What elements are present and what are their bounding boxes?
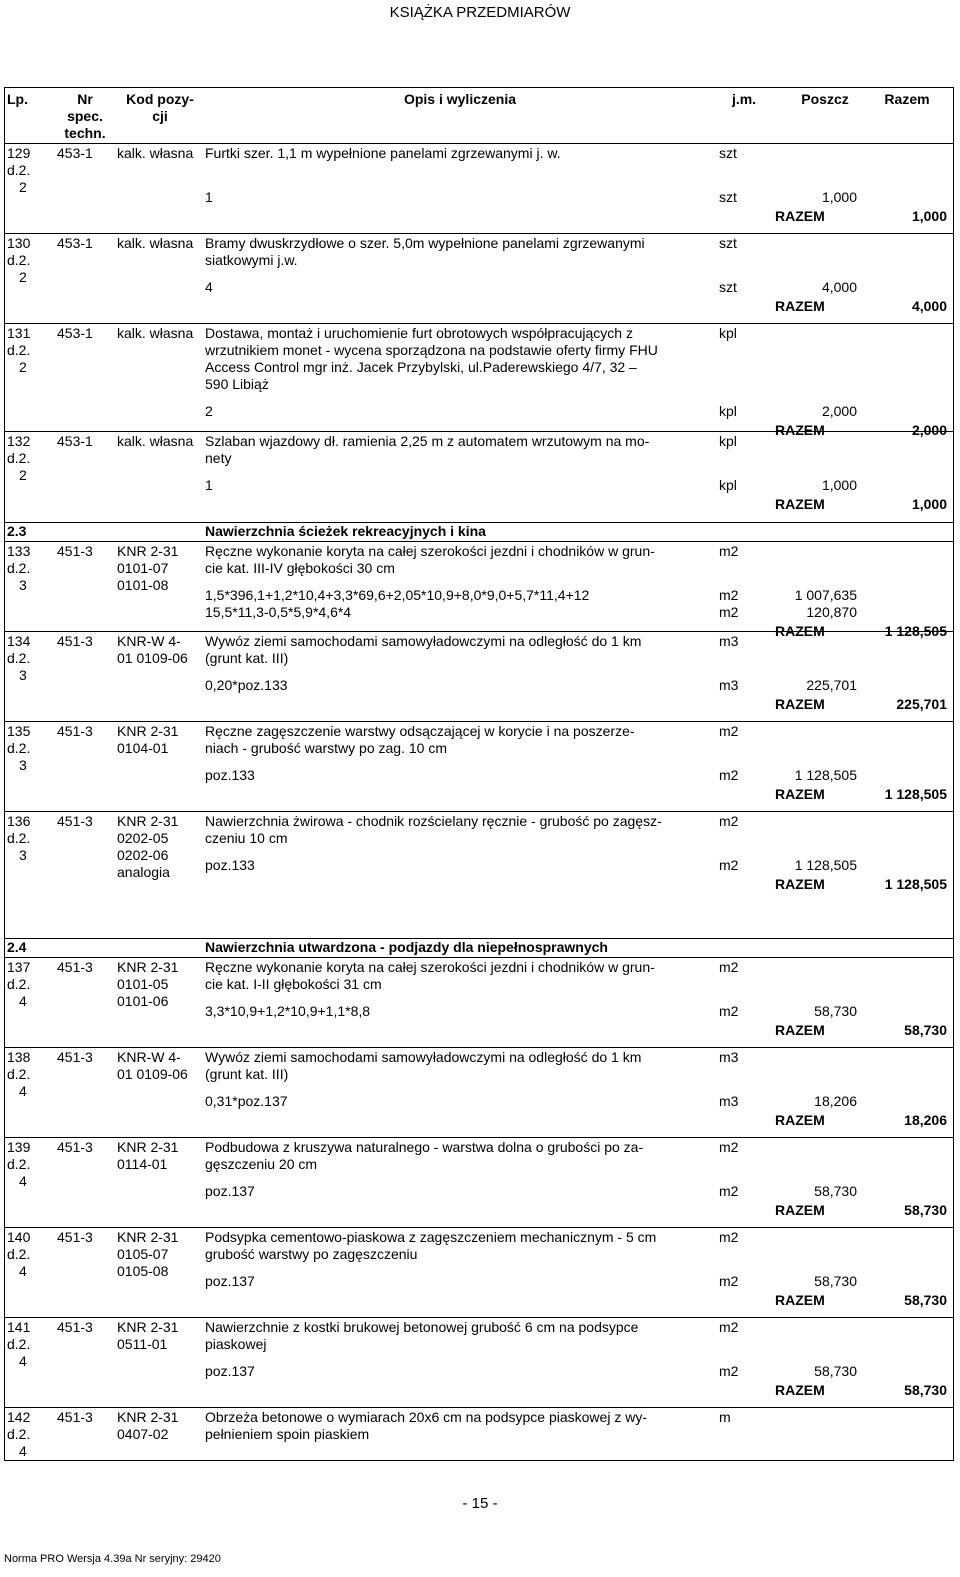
calc-value: 58,730	[814, 1363, 857, 1379]
row-separator	[5, 541, 953, 542]
col-nr-line3: techn.	[64, 125, 106, 141]
calc-unit: m2	[719, 1273, 739, 1289]
calc-unit: szt	[719, 189, 737, 205]
calc-unit: m2	[719, 1363, 739, 1379]
calc-expression: 1	[205, 477, 213, 493]
item-spec: 451-3	[57, 813, 93, 829]
item-nr-suffix: 3	[19, 847, 27, 863]
item-kod: analogia	[117, 864, 170, 880]
item-lp: 142	[7, 1409, 31, 1425]
page-header: KSIĄŻKA PRZEDMIARÓW	[389, 4, 571, 21]
row-separator	[5, 431, 953, 432]
section-number: 2.3	[7, 523, 27, 539]
item-unit: m2	[719, 723, 739, 739]
col-nr-line1: Nr	[77, 91, 93, 107]
calc-unit: m2	[719, 604, 739, 620]
calc-unit: m2	[719, 1183, 739, 1199]
item-unit: m2	[719, 543, 739, 559]
item-kod: kalk. własna	[117, 145, 194, 161]
col-razem: Razem	[884, 91, 930, 107]
item-nr-suffix: 2	[19, 467, 27, 483]
col-kod	[115, 88, 205, 125]
calc-expression: poz.137	[205, 1183, 255, 1199]
calc-expression: poz.137	[205, 1363, 255, 1379]
razem-label: RAZEM	[775, 696, 825, 712]
item-spec: 453-1	[57, 325, 93, 341]
item-spec: 451-3	[57, 543, 93, 559]
calc-unit: szt	[719, 279, 737, 295]
item-spec: 451-3	[57, 1139, 93, 1155]
razem-value: 58,730	[904, 1382, 947, 1398]
calc-value: 120,870	[806, 604, 857, 620]
item-kod: KNR 2-31	[117, 959, 179, 975]
item-nr-suffix: 4	[19, 1353, 27, 1369]
item-kod: KNR 2-31	[117, 1229, 179, 1245]
item-spec: 451-3	[57, 1229, 93, 1245]
razem-value: 1 128,505	[884, 623, 947, 639]
item-kod: KNR 2-31	[117, 1319, 179, 1335]
razem-value: 1 128,505	[884, 876, 947, 892]
calc-value: 58,730	[814, 1003, 857, 1019]
item-spec: 451-3	[57, 959, 93, 975]
item-description: Ręczne wykonanie koryta na całej szerokości jezdni i chodników w grun-	[205, 543, 655, 559]
item-lp: 135	[7, 723, 31, 739]
calc-expression: 2	[205, 403, 213, 419]
razem-label: RAZEM	[775, 1202, 825, 1218]
row-separator	[5, 957, 953, 958]
item-kod: KNR 2-31	[117, 813, 179, 829]
item-unit: m2	[719, 813, 739, 829]
calc-value: 1,000	[821, 189, 857, 205]
calc-expression: poz.133	[205, 857, 255, 873]
item-unit: m3	[719, 633, 739, 649]
item-unit: m	[719, 1409, 731, 1425]
row-separator	[5, 233, 953, 234]
item-unit: szt	[719, 145, 737, 161]
item-spec: 453-1	[57, 235, 93, 251]
item-lp: 139	[7, 1139, 31, 1155]
item-nr: d.2.	[7, 450, 31, 466]
item-kod: kalk. własna	[117, 235, 194, 251]
col-kod-line1: Kod pozy-	[126, 91, 194, 107]
item-spec: 451-3	[57, 1319, 93, 1335]
item-kod: 0105-07	[117, 1246, 169, 1262]
item-description: Wywóz ziemi samochodami samowyładowczymi na odległość do 1 km	[205, 633, 642, 649]
calc-value: 1 128,505	[794, 857, 857, 873]
item-kod: KNR 2-31	[117, 543, 179, 559]
razem-label: RAZEM	[775, 496, 825, 512]
item-lp: 136	[7, 813, 31, 829]
razem-value: 225,701	[896, 696, 947, 712]
item-lp: 129	[7, 145, 31, 161]
row-separator	[5, 323, 953, 324]
item-lp: 140	[7, 1229, 31, 1245]
item-description: Dostawa, montaż i uruchomienie furt obrotowych współpracujących z	[205, 325, 633, 341]
calc-value: 1 128,505	[794, 767, 857, 783]
calc-unit: m2	[719, 587, 739, 603]
item-description: piaskowej	[205, 1336, 267, 1352]
item-kod: KNR 2-31	[117, 1409, 179, 1425]
item-description: Podsypka cementowo-piaskowa z zagęszczeniem mechanicznym - 5 cm	[205, 1229, 657, 1245]
razem-value: 58,730	[904, 1202, 947, 1218]
razem-label: RAZEM	[775, 1022, 825, 1038]
section-number: 2.4	[7, 939, 27, 955]
col-kod-line2: cji	[152, 108, 168, 124]
col-opis: Opis i wyliczenia	[403, 91, 517, 107]
item-kod: kalk. własna	[117, 433, 194, 449]
item-nr: d.2.	[7, 976, 31, 992]
item-description: wrzutnikiem monet - wycena sporządzona na podstawie oferty firmy FHU	[205, 342, 658, 358]
item-description: Wywóz ziemi samochodami samowyładowczymi na odległość do 1 km	[205, 1049, 642, 1065]
item-unit: m2	[719, 1319, 739, 1335]
item-nr-suffix: 4	[19, 1443, 27, 1459]
row-separator	[5, 1137, 953, 1138]
col-poszcz: Poszcz	[801, 91, 849, 107]
item-description: Szlaban wjazdowy dł. ramienia 2,25 m z automatem wrzutowym na mo-	[205, 433, 650, 449]
razem-label: RAZEM	[775, 623, 825, 639]
item-nr: d.2.	[7, 1246, 31, 1262]
item-lp: 141	[7, 1319, 31, 1335]
calc-expression: 0,31*poz.137	[205, 1093, 288, 1109]
item-nr-suffix: 4	[19, 1083, 27, 1099]
calc-expression: 1,5*396,1+1,2*10,4+3,3*69,6+2,05*10,9+8,0*9,0+5,7*11,4+12	[205, 587, 590, 603]
item-lp: 134	[7, 633, 31, 649]
razem-label: RAZEM	[775, 1292, 825, 1308]
item-kod: kalk. własna	[117, 325, 194, 341]
section-title: Nawierzchnia ścieżek rekreacyjnych i kina	[205, 523, 486, 539]
calc-value: 18,206	[814, 1093, 857, 1109]
razem-value: 58,730	[904, 1292, 947, 1308]
calc-expression: 15,5*11,3-0,5*5,9*4,6*4	[205, 604, 352, 620]
razem-value: 1,000	[911, 496, 947, 512]
item-description: cie kat. I-II głębokości 31 cm	[205, 976, 382, 992]
item-kod: 01 0109-06	[117, 1066, 188, 1082]
calc-unit: m2	[719, 857, 739, 873]
row-separator	[5, 631, 953, 632]
calc-expression: 0,20*poz.133	[205, 677, 288, 693]
item-kod: KNR-W 4-	[117, 1049, 181, 1065]
razem-label: RAZEM	[775, 422, 825, 438]
item-kod: 0114-01	[117, 1156, 168, 1172]
item-kod: 0101-08	[117, 577, 169, 593]
item-unit: m2	[719, 1229, 739, 1245]
item-nr-suffix: 4	[19, 993, 27, 1009]
item-kod: KNR-W 4-	[117, 633, 181, 649]
page-number: - 15 -	[462, 1495, 498, 1512]
razem-label: RAZEM	[775, 298, 825, 314]
calc-expression: 4	[205, 279, 213, 295]
razem-value: 58,730	[904, 1022, 947, 1038]
item-nr-suffix: 3	[19, 667, 27, 683]
item-kod: 0202-05	[117, 830, 169, 846]
calc-expression: 3,3*10,9+1,2*10,9+1,1*8,8	[205, 1003, 371, 1019]
item-description: Obrzeża betonowe o wymiarach 20x6 cm na podsypce piaskowej z wy-	[205, 1409, 647, 1425]
estimate-table	[4, 87, 954, 1461]
item-kod: 0104-01	[117, 740, 169, 756]
item-description: grubość warstwy po zagęszczeniu	[205, 1246, 418, 1262]
item-description: 590 Libiąż	[205, 376, 269, 392]
calc-value: 225,701	[806, 677, 857, 693]
col-nr	[55, 88, 115, 142]
item-nr: d.2.	[7, 342, 31, 358]
calc-unit: kpl	[719, 403, 737, 419]
row-separator	[5, 1047, 953, 1048]
item-description: Ręczne zagęszczenie warstwy odsączającej w korycie i na poszerze-	[205, 723, 635, 739]
item-unit: m3	[719, 1049, 739, 1065]
item-lp: 133	[7, 543, 31, 559]
item-lp: 130	[7, 235, 31, 251]
item-nr: d.2.	[7, 560, 31, 576]
item-spec: 451-3	[57, 1409, 93, 1425]
software-footer: Norma PRO Wersja 4.39a Nr seryjny: 29420	[4, 1553, 221, 1565]
item-description: gęszczeniu 20 cm	[205, 1156, 318, 1172]
item-description: Furtki szer. 1,1 m wypełnione panelami zgrzewanymi j. w.	[205, 145, 561, 161]
item-description: (grunt kat. III)	[205, 1066, 289, 1082]
item-kod: 01 0109-06	[117, 650, 188, 666]
item-nr: d.2.	[7, 650, 31, 666]
razem-label: RAZEM	[775, 786, 825, 802]
item-description: pełnieniem spoin piaskiem	[205, 1426, 370, 1442]
item-nr: d.2.	[7, 1066, 31, 1082]
item-nr-suffix: 2	[19, 359, 27, 375]
item-kod: 0202-06	[117, 847, 169, 863]
razem-value: 4,000	[911, 298, 947, 314]
item-nr: d.2.	[7, 830, 31, 846]
item-description: Nawierzchnia żwirowa - chodnik rozścielany ręcznie - grubość po zagęsz-	[205, 813, 662, 829]
item-spec: 453-1	[57, 433, 93, 449]
item-nr: d.2.	[7, 252, 31, 268]
razem-value: 1,000	[911, 208, 947, 224]
razem-label: RAZEM	[775, 876, 825, 892]
row-separator	[5, 811, 953, 812]
calc-expression: poz.137	[205, 1273, 255, 1289]
row-separator	[5, 1317, 953, 1318]
item-unit: szt	[719, 235, 737, 251]
table-header	[5, 87, 953, 144]
calc-value: 1 007,635	[794, 587, 857, 603]
item-description: cie kat. III-IV głębokości 30 cm	[205, 560, 395, 576]
item-spec: 453-1	[57, 145, 93, 161]
item-description: nety	[205, 450, 232, 466]
item-nr: d.2.	[7, 740, 31, 756]
item-spec: 451-3	[57, 633, 93, 649]
calc-unit: m2	[719, 767, 739, 783]
item-lp: 138	[7, 1049, 31, 1065]
calc-unit: m3	[719, 677, 739, 693]
item-description: czeniu 10 cm	[205, 830, 288, 846]
calc-expression: poz.133	[205, 767, 255, 783]
calc-value: 58,730	[814, 1273, 857, 1289]
item-kod: 0105-08	[117, 1263, 169, 1279]
razem-value: 2,000	[911, 422, 947, 438]
item-description: Access Control mgr inż. Jacek Przybylski, ul.Paderewskiego 4/7, 32 –	[205, 359, 637, 375]
item-unit: kpl	[719, 325, 737, 341]
item-unit: m2	[719, 1139, 739, 1155]
calc-value: 2,000	[821, 403, 857, 419]
row-separator	[5, 1227, 953, 1228]
calc-value: 4,000	[821, 279, 857, 295]
calc-unit: m3	[719, 1093, 739, 1109]
razem-value: 18,206	[904, 1112, 947, 1128]
item-nr: d.2.	[7, 1336, 31, 1352]
item-description: Bramy dwuskrzydłowe o szer. 5,0m wypełnione panelami zgrzewanymi	[205, 235, 645, 251]
row-separator	[5, 1407, 953, 1408]
item-nr-suffix: 2	[19, 269, 27, 285]
calc-expression: 1	[205, 189, 213, 205]
item-kod: KNR 2-31	[117, 1139, 179, 1155]
item-lp: 137	[7, 959, 31, 975]
calc-unit: m2	[719, 1003, 739, 1019]
item-kod: 0101-05	[117, 976, 169, 992]
calc-unit: kpl	[719, 477, 737, 493]
razem-label: RAZEM	[775, 208, 825, 224]
razem-label: RAZEM	[775, 1112, 825, 1128]
item-kod: 0407-02	[117, 1426, 169, 1442]
razem-value: 1 128,505	[884, 786, 947, 802]
razem-label: RAZEM	[775, 1382, 825, 1398]
item-nr: d.2.	[7, 1426, 31, 1442]
item-unit: m2	[719, 959, 739, 975]
calc-value: 1,000	[821, 477, 857, 493]
col-nr-line2: spec.	[67, 108, 103, 124]
item-nr-suffix: 4	[19, 1173, 27, 1189]
item-spec: 451-3	[57, 1049, 93, 1065]
row-separator	[5, 721, 953, 722]
item-nr: d.2.	[7, 1156, 31, 1172]
item-nr-suffix: 3	[19, 757, 27, 773]
col-jm: j.m.	[731, 91, 757, 107]
item-nr-suffix: 4	[19, 1263, 27, 1279]
item-description: niach - grubość warstwy po zag. 10 cm	[205, 740, 447, 756]
item-kod: 0101-06	[117, 993, 169, 1009]
item-nr-suffix: 3	[19, 577, 27, 593]
calc-value: 58,730	[814, 1183, 857, 1199]
item-nr: d.2.	[7, 162, 31, 178]
col-lp: Lp.	[7, 91, 28, 107]
item-spec: 451-3	[57, 723, 93, 739]
item-kod: KNR 2-31	[117, 723, 179, 739]
item-description: Podbudowa z kruszywa naturalnego - warstwa dolna o grubości po za-	[205, 1139, 644, 1155]
item-lp: 131	[7, 325, 31, 341]
item-nr-suffix: 2	[19, 179, 27, 195]
item-lp: 132	[7, 433, 31, 449]
item-description: Ręczne wykonanie koryta na całej szerokości jezdni i chodników w grun-	[205, 959, 655, 975]
item-description: Nawierzchnie z kostki brukowej betonowej grubość 6 cm na podsypce	[205, 1319, 639, 1335]
item-kod: 0101-07	[117, 560, 169, 576]
item-description: siatkowymi j.w.	[205, 252, 298, 268]
item-description: (grunt kat. III)	[205, 650, 289, 666]
section-title: Nawierzchnia utwardzona - podjazdy dla niepełnosprawnych	[205, 939, 608, 955]
item-unit: kpl	[719, 433, 737, 449]
item-kod: 0511-01	[117, 1336, 168, 1352]
